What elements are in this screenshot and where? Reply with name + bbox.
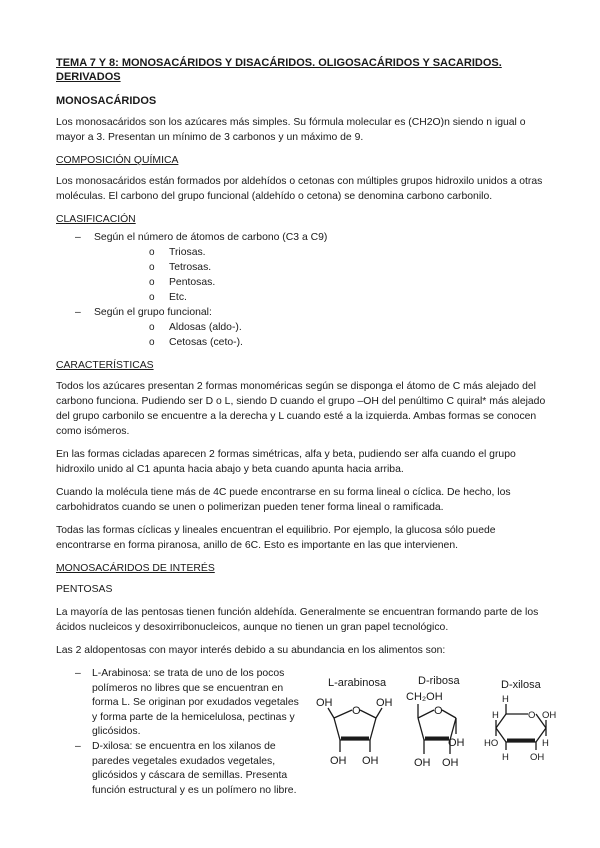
sugar-structures-figure (306, 664, 556, 804)
hydroxyl-group: OH (442, 757, 459, 769)
page-title: TEMA 7 Y 8: MONOSACÁRIDOS Y DISACÁRIDOS. OLIGOSACÁRIDOS Y SACARIDOS. DERIVADOS (56, 57, 502, 83)
bond (376, 708, 382, 718)
sub-list-item: o Aldosas (aldo-). (94, 320, 550, 335)
ribosa-label: D-ribosa (418, 675, 460, 687)
section-heading-monosacaridos: MONOSACÁRIDOS (56, 95, 157, 107)
hydroxyl-group: OH (414, 757, 431, 769)
composicion-paragraph: Los monosacáridos están formados por aldehídos o cetonas con múltiples grupos hidroxilo unidos a otras moléculas. El carbono del grupo funcional (aldehído o cetona) se denomina carbono carbonilo. (56, 176, 543, 202)
ring-oxygen: O (352, 705, 361, 717)
bond (334, 718, 340, 740)
bond (418, 710, 434, 718)
caracteristicas-paragraph-4: Todas las formas cíclicas y lineales encuentran el equilibrio. Por ejemplo, la glucosa sólo puede encontrarse en forma piranosa, anillo de 6C. Esto es importante en las que intervienen. (56, 525, 496, 551)
bond (442, 710, 456, 718)
bond (328, 708, 334, 718)
arabinosa-label: L-arabinosa (328, 677, 387, 689)
hydrogen-atom: H (492, 710, 499, 721)
list-item (56, 230, 550, 305)
list-item-xilosa: – D-xilosa: se encuentra en los xilanos de paredes vegetales exudados vegetales, glicósidos y cáscara de semillas. Presenta función estructural y es un polímero no libre. (56, 740, 301, 798)
xilosa-structure (496, 704, 546, 750)
clasificacion-list (56, 230, 550, 350)
sub-list-item: o Tetrosas. (94, 260, 550, 275)
heading-monosacaridos-interes: MONOSACÁRIDOS DE INTERÉS (56, 563, 215, 574)
list-item-label: Según el número de átomos de carbono (C3 a C9) (94, 232, 328, 243)
pentosas-section (56, 664, 556, 804)
ring-oxygen: O (528, 710, 536, 721)
sub-list (94, 320, 550, 350)
sub-list-item: o Cetosas (ceto-). (94, 335, 550, 350)
ring-oxygen: O (434, 705, 443, 717)
heading-composicion: COMPOSICIÓN QUÍMICA (56, 155, 179, 166)
pentosas-list-container (56, 664, 301, 798)
bond (360, 710, 376, 718)
hydrogen-atom: H (502, 694, 509, 705)
sub-list-item: o Triosas. (94, 245, 550, 260)
aldopentosas-paragraph: Las 2 aldopentosas con mayor interés debido a su abundancia en los alimentos son: (56, 645, 446, 656)
hydroxyl-group: OH (362, 755, 379, 767)
hydrogen-atom: H (542, 738, 549, 749)
caracteristicas-paragraph-2: En las formas cicladas aparecen 2 formas simétricas, alfa y beta, pudiendo ser alfa cuando el grupo hidroxilo unido al C1 apunta hacia abajo y beta cuando apunta hacia arriba. (56, 449, 516, 475)
ch2oh-group: CH₂OH (406, 691, 443, 703)
hydrogen-atom: H (502, 752, 509, 763)
sub-list-item: o Pentosas. (94, 275, 550, 290)
hydroxyl-group: OH (316, 697, 333, 709)
pentosas-paragraph: La mayoría de las pentosas tienen función aldehída. Generalmente se encuentran formando parte de los ácidos nucleicos y desoxirribonucleicos, aunque no tienen un gran papel tecnológico. (56, 607, 539, 633)
heading-clasificacion: CLASIFICACIÓN (56, 214, 136, 225)
hydroxyl-group: HO (484, 738, 499, 749)
bond (370, 718, 376, 740)
hydroxyl-group: OH (376, 697, 393, 709)
bond (418, 718, 424, 740)
list-item-label: Según el grupo funcional: (94, 307, 212, 318)
list-item-arabinosa: – L-Arabinosa: se trata de uno de los pocos polímeros no libres que se encuentran en forma L. Se originan por exudados vegetales y forma parte de la hemicelulosa, pectinas y glicósidos. (56, 667, 301, 740)
hydroxyl-group: OH (330, 755, 347, 767)
document-page (56, 56, 556, 804)
subheading-pentosas: PENTOSAS (56, 584, 113, 595)
sub-list (94, 245, 550, 305)
pentosas-list (56, 667, 301, 798)
sugar-structures-svg (306, 664, 556, 804)
intro-paragraph: Los monosacáridos son los azúcares más simples. Su fórmula molecular es (CH2O)n siendo n igual o mayor a 3. Presentan un mínimo de 3 carbonos y un máximo de 9. (56, 117, 526, 143)
caracteristicas-paragraph-1: Todos los azúcares presentan 2 formas monoméricas según se disponga el átomo de C más alejado del carbono funciona. Pudiendo ser D o L, siendo D cuando el grupo –OH del penúltimo C quiral* más alejado del grupo carbonilo se encuentre a la derecha y L cuando esté a la izquierda. Ambas formas se conocen como isómeros. (56, 381, 546, 437)
bond (334, 710, 352, 718)
hydroxyl-group: OH (530, 752, 545, 763)
hydroxyl-group: OH (448, 737, 465, 749)
hydroxyl-group: OH (542, 710, 556, 721)
caracteristicas-paragraph-3: Cuando la molécula tiene más de 4C puede encontrarse en su forma lineal o cíclica. De hecho, los carbohidratos cuando se unen o polimerizan pueden tener forma lineal o ramificada. (56, 487, 511, 513)
list-item (56, 305, 550, 350)
xilosa-label: D-xilosa (501, 679, 541, 691)
sub-list-item: o Etc. (94, 290, 550, 305)
heading-caracteristicas: CARACTERÍSTICAS (56, 360, 154, 371)
